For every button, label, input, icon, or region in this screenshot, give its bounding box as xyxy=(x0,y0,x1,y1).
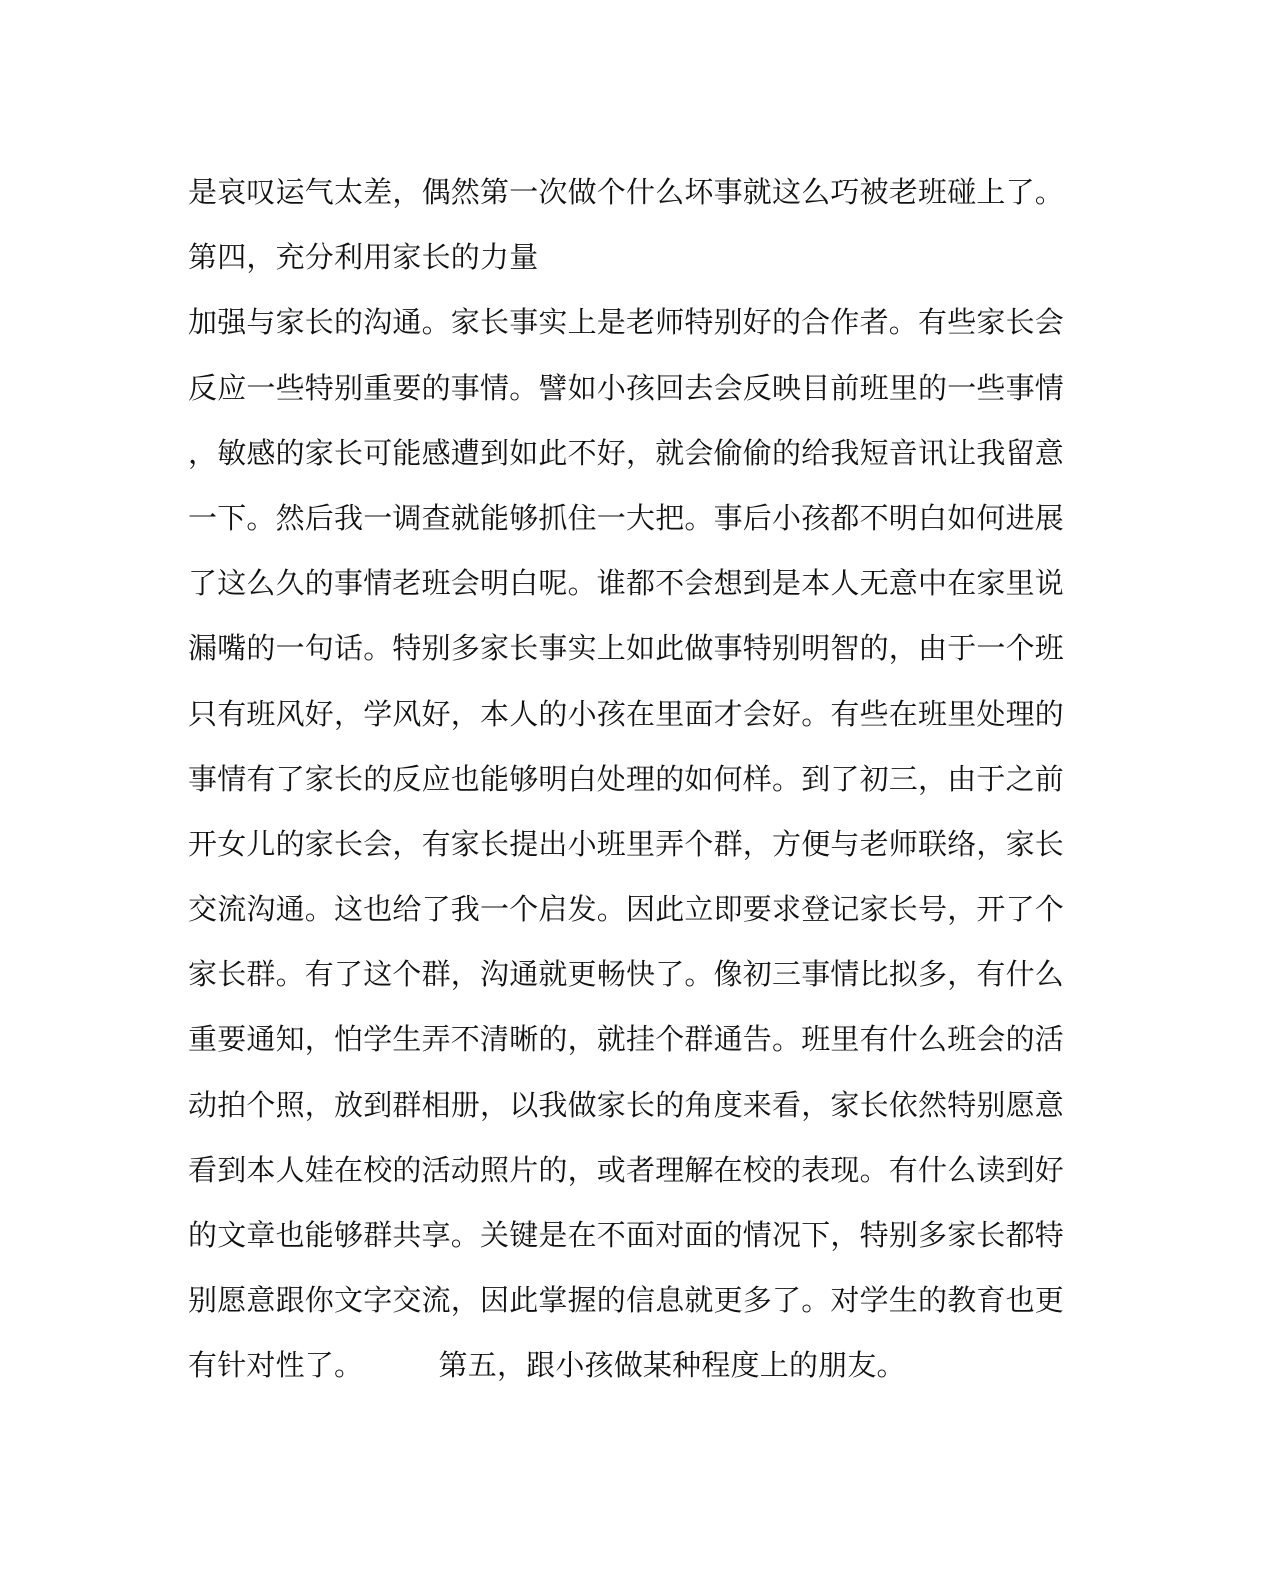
text-line-15: 动拍个照，放到群相册，以我做家长的角度来看，家长依然特别愿意 xyxy=(188,1087,1065,1122)
text-line-7: 了这么久的事情老班会明白呢。谁都不会想到是本人无意中在家里说 xyxy=(188,566,1065,601)
text-line-8: 漏嘴的一句话。特别多家长事实上如此做事特别明智的，由于一个班 xyxy=(188,631,1065,666)
text-line-18: 别愿意跟你文字交流，因此掌握的信息就更多了。对学生的教育也更 xyxy=(188,1283,1065,1318)
text-line-12: 交流沟通。这也给了我一个启发。因此立即要求登记家长号，开了个 xyxy=(188,892,1065,927)
text-line-14: 重要通知，怕学生弄不清晰的，就挂个群通告。班里有什么班会的活 xyxy=(188,1022,1065,1057)
text-line-9: 只有班风好，学风好，本人的小孩在里面才会好。有些在班里处理的 xyxy=(188,696,1065,731)
text-line-10: 事情有了家长的反应也能够明白处理的如何样。到了初三，由于之前 xyxy=(188,761,1065,796)
text-line-5: ，敏感的家长可能感遭到如此不好，就会偷偷的给我短音讯让我留意 xyxy=(188,435,1065,470)
body-text xyxy=(188,160,1068,1399)
text-line-4: 反应一些特别重要的事情。譬如小孩回去会反映目前班里的一些事情 xyxy=(188,370,1065,405)
text-line-16: 看到本人娃在校的活动照片的，或者理解在校的表现。有什么读到好 xyxy=(188,1152,1065,1187)
text-line-11: 开女儿的家长会，有家长提出小班里弄个群，方便与老师联络，家长 xyxy=(188,826,1065,861)
text-line-1: 是哀叹运气太差，偶然第一次做个什么坏事就这么巧被老班碰上了。 xyxy=(188,175,1065,209)
text-line-3: 加强与家长的沟通。家长事实上是老师特别好的合作者。有些家长会 xyxy=(188,305,1065,340)
section-heading-4: 第四，充分利用家长的力量 xyxy=(188,240,539,275)
text-line-19: 有针对性了。 第五，跟小孩做某种程度上的朋友。 xyxy=(188,1348,906,1383)
text-line-6: 一下。然后我一调查就能够抓住一大把。事后小孩都不明白如何进展 xyxy=(188,500,1065,535)
text-line-13: 家长群。有了这个群，沟通就更畅快了。像初三事情比拟多，有什么 xyxy=(188,957,1065,992)
text-line-17: 的文章也能够群共享。关键是在不面对面的情况下，特别多家长都特 xyxy=(188,1218,1065,1252)
